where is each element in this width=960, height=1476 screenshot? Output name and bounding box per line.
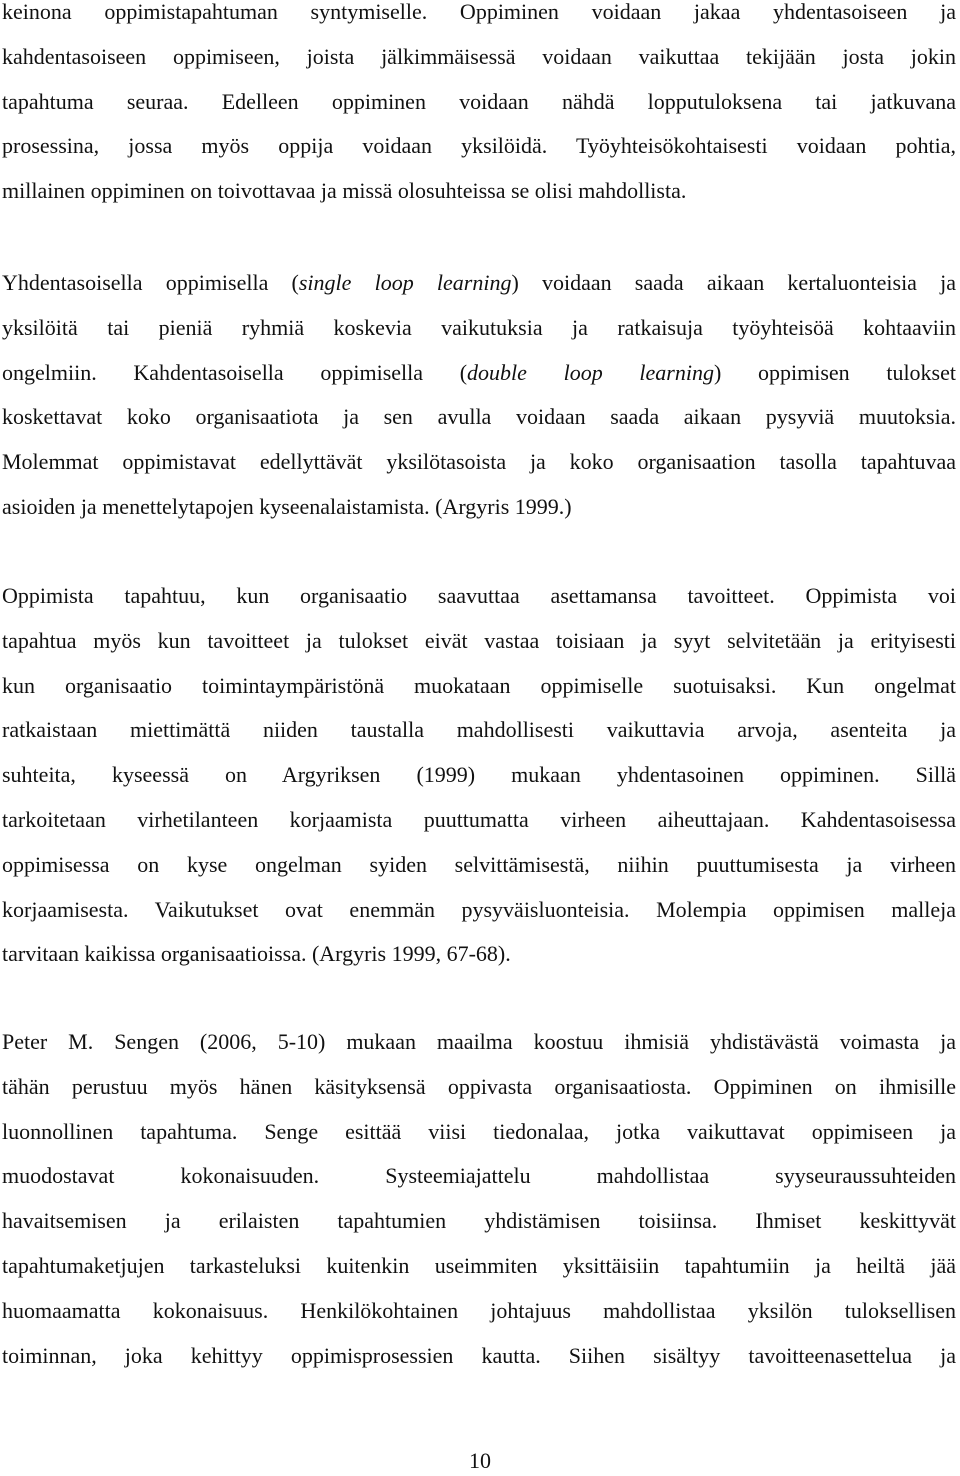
paragraph-senge: [2, 1020, 956, 1378]
text-line: tarvitaan kaikissa organisaatioissa. (Argyris 1999, 67-68).: [2, 941, 511, 967]
paragraph-organizational-learning: [2, 574, 956, 977]
text-run: ) oppimisen tulokset: [713, 359, 956, 385]
text-line: tapahtuma seuraa. Edelleen oppiminen voidaan nähdä lopputuloksena tai jatkuvana: [2, 88, 956, 114]
text-line: Peter M. Sengen (2006, 5-10) mukaan maailma koostuu ihmisiä yhdistävästä voimasta ja: [2, 1029, 956, 1054]
text-run: ) voidaan saada aikaan kertaluonteisia ja: [511, 270, 957, 295]
text-line: yksilöitä tai pieniä ryhmiä koskevia vaikutuksia ja ratkaisuja työyhteisöä kohtaaviin: [2, 314, 956, 340]
paragraph-learning-intro: [2, 0, 956, 214]
paragraph-single-double-loop: [2, 261, 956, 530]
text-line: tähän perustuu myös hänen käsityksensä oppivasta organisaatiosta. Oppiminen on ihmisille: [2, 1073, 956, 1099]
page-number: 10: [469, 1448, 491, 1473]
italic-term-single-loop: single loop learning: [298, 270, 512, 295]
text-line: Oppimista tapahtuu, kun organisaatio saavuttaa asettamansa tavoitteet. Oppimista voi: [2, 583, 956, 608]
text-line: tarkoitetaan virhetilanteen korjaamista puuttumatta virheen aiheuttajaan. Kahdentasoisessa: [2, 806, 956, 832]
text-line: kun organisaatio toimintaympäristönä muokataan oppimiselle suotuisaksi. Kun ongelmat: [2, 672, 956, 698]
text-line: korjaamisesta. Vaikutukset ovat enemmän pysyväisluonteisia. Molempia oppimisen malleja: [2, 896, 956, 922]
italic-term-double-loop: double loop learning: [467, 359, 714, 385]
text-line: huomaamatta kokonaisuus. Henkilökohtainen johtajuus mahdollistaa yksilön tuloksellisen: [2, 1297, 956, 1323]
text-line: suhteita, kyseessä on Argyriksen (1999) mukaan yhdentasoinen oppiminen. Sillä: [2, 762, 956, 788]
text-line: millainen oppiminen on toivottavaa ja missä olosuhteissa se olisi mahdollista.: [2, 178, 687, 204]
text-line: [2, 261, 956, 306]
text-line: keinona oppimistapahtuman syntymiselle. Oppiminen voidaan jakaa yhdentasoiseen ja: [2, 0, 956, 24]
text-line: tapahtua myös kun tavoitteet ja tulokset eivät vastaa toisiaan ja syyt selvitetään ja erityisesti: [2, 627, 956, 653]
text-line: asioiden ja menettelytapojen kyseenalaistamista. (Argyris 1999.): [2, 493, 572, 519]
text-line: oppimisessa on kyse ongelman syiden selvittämisestä, niihin puuttumisesta ja virheen: [2, 851, 956, 877]
text-line: toiminnan, joka kehittyy oppimisprosessien kautta. Siihen sisältyy tavoitteenasettelua ja: [2, 1342, 956, 1368]
text-line: kahdentasoiseen oppimiseen, joista jälkimmäisessä voidaan vaikuttaa tekijään josta jokin: [2, 43, 956, 69]
text-line: [2, 351, 956, 396]
text-line: muodostavat kokonaisuuden. Systeemiajattelu mahdollistaa syyseuraussuhteiden: [2, 1163, 956, 1189]
text-line: ratkaistaan miettimättä niiden taustalla mahdollisesti vaikuttavia arvoja, asenteita ja: [2, 717, 956, 743]
text-line: Molemmat oppimistavat edellyttävät yksilötasoista ja koko organisaation tasolla tapahtuvaa: [2, 449, 956, 475]
text-line: koskettavat koko organisaatiota ja sen avulla voidaan saada aikaan pysyviä muutoksia.: [2, 404, 956, 430]
text-line: havaitsemisen ja erilaisten tapahtumien yhdistämisen toisiinsa. Ihmiset keskittyvät: [2, 1208, 956, 1234]
text-line: prosessina, jossa myös oppija voidaan yksilöidä. Työyhteisökohtaisesti voidaan pohtia,: [2, 133, 956, 159]
text-run: ongelmiin. Kahdentasoisella oppimisella (: [2, 359, 468, 385]
text-line: luonnollinen tapahtuma. Senge esittää viisi tiedonalaa, jotka vaikuttavat oppimiseen ja: [2, 1118, 956, 1144]
text-run: Yhdentasoisella oppimisella (: [2, 270, 299, 295]
text-line: tapahtumaketjujen tarkasteluksi kuitenkin useimmiten yksittäisiin tapahtumiin ja heiltä jää: [2, 1252, 956, 1278]
